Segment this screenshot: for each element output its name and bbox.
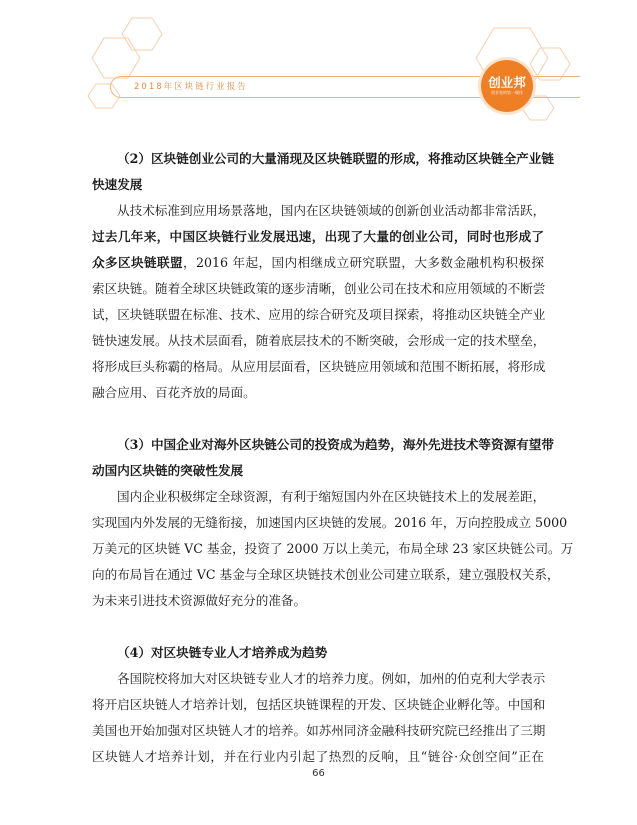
bold-phrase: 众多区块链联盟 (92, 255, 183, 270)
logo-text: 创业邦 (488, 75, 526, 90)
paragraph-line: 向的布局旨在通过 VC 基金与全球区块链技术创业公司建立联系，建立强股权关系， (92, 567, 560, 582)
paragraph-line: 索区块链。随着全球区块链政策的逐步清晰，创业公司在技术和应用领域的不断尝 (92, 281, 546, 296)
paragraph-line: 区块链人才培养计划，并在行业内引起了热烈的反响，且“链谷·众创空间”正在 (92, 749, 544, 764)
paragraph-line (92, 250, 544, 276)
section-heading: （4）对区块链专业人才培养成为趋势 (117, 645, 328, 660)
brand-logo (481, 60, 533, 112)
paragraph-line: 实现国内外发展的无缝衔接，加速国内区块链的发展。2016 年，万向控股成立 5000 (92, 515, 568, 530)
paragraph-line: 为未来引进技术资源做好充分的准备。 (92, 593, 307, 608)
paragraph-line: 从技术标准到应用场景落地，国内在区块链领域的创新创业活动都非常活跃， (117, 203, 546, 218)
section-heading: 快速发展 (92, 177, 143, 192)
report-title: 2018年区块链行业报告 (134, 82, 248, 92)
document-body (92, 146, 574, 770)
paragraph-text: ，2016 年起，国内相继成立研究联盟，大多数金融机构积极探 (183, 255, 545, 270)
paragraph-line: 将开启区块链人才培养计划，包括区块链课程的开发、区块链企业孵化等。中国和 (92, 697, 546, 712)
paragraph-line: 融合应用、百花齐放的局面。 (92, 385, 256, 400)
logo-subtext: 创业家的第一媒体 (491, 90, 523, 95)
page-number: 66 (312, 768, 325, 779)
paragraph-line: 国内企业积极绑定全球资源，有利于缩短国内外在区块链技术上的发展差距， (117, 489, 546, 504)
section-heading: （3）中国企业对海外区块链公司的投资成为趋势，海外先进技术等资源有望带 (117, 437, 554, 452)
paragraph-line: 链快速发展。从技术层面看，随着底层技术的不断突破，会形成一定的技术壁垒， (92, 333, 546, 348)
paragraph-line: 美国也开始加强对区块链人才的培养。如苏州同济金融科技研究院已经推出了三期 (92, 723, 546, 738)
section-heading: 动国内区块链的突破性发展 (92, 463, 244, 478)
paragraph-line: 万美元的区块链 VC 基金，投资了 2000 万以上美元，布局全球 23 家区块链公司。万 (92, 541, 574, 556)
paragraph-line: 将形成巨头称霸的格局。从应用层面看，区块链应用领域和范围不断拓展，将形成 (92, 359, 546, 374)
paragraph-line: 试，区块链联盟在标准、技术、应用的综合研究及项目探索，将推动区块链全产业 (92, 307, 546, 322)
decorative-hexagons (0, 0, 637, 140)
paragraph-line: 过去几年来，中国区块链行业发展迅速，出现了大量的创业公司，同时也形成了 (92, 229, 544, 244)
paragraph-line: 各国院校将加大对区块链专业人才的培养力度。例如，加州的伯克利大学表示 (117, 671, 546, 686)
section-heading: （2）区块链创业公司的大量涌现及区块链联盟的形成，将推动区块链全产业链 (117, 151, 554, 166)
